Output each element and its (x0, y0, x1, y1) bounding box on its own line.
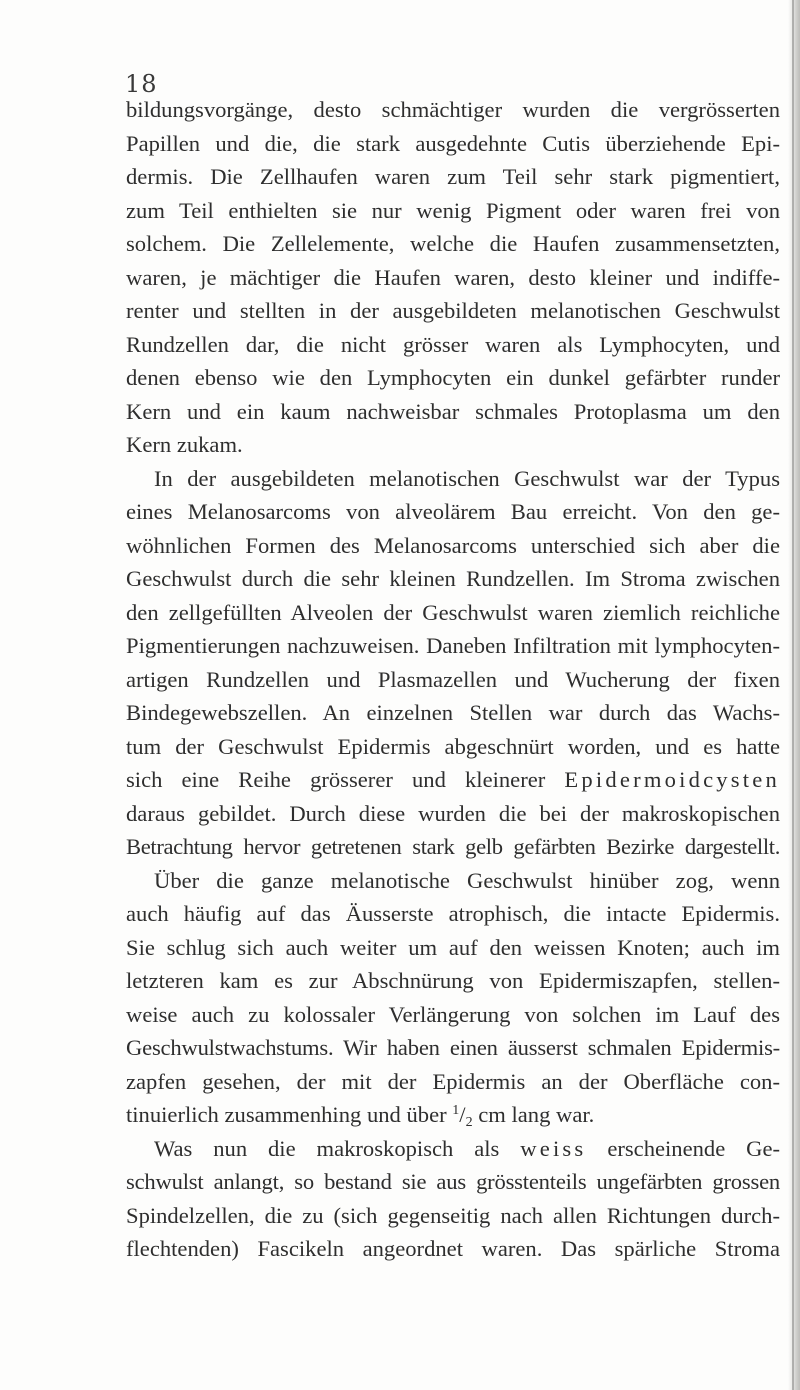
text-line: zum Teil enthielten sie nur wenig Pigment oder waren frei von (126, 197, 780, 223)
text-fragment: erscheinende Ge- (586, 1135, 781, 1161)
text-line: Kern zukam. (126, 432, 243, 457)
text-line: Betrachtung hervor getretenen stark gelb gefärbten Bezirke dargestellt. (126, 834, 780, 859)
text-line: schwulst anlangt, so bestand sie aus grösstenteils ungefärbten grossen (126, 1169, 780, 1194)
fraction-numerator: 1 (452, 1103, 460, 1118)
text-fragment: Was nun die makroskopisch als (154, 1135, 521, 1161)
text-fragment: sich eine Reihe grösserer und kleinerer (126, 767, 565, 792)
text-line: denen ebenso wie den Lymphocyten ein dunkel gefärbter runder (126, 365, 780, 390)
text-line (126, 763, 780, 797)
text-line: waren, je mächtiger die Haufen waren, desto kleiner und indiffe- (126, 264, 780, 290)
text-fragment: tinuierlich zusammenhing und über (126, 1102, 447, 1127)
text-line: weise auch zu kolossaler Verlängerung von solchen im Lauf des (126, 1001, 780, 1027)
text-line: Über die ganze melanotische Geschwulst hinüber zog, wenn (154, 867, 780, 893)
text-line: Papillen und die, die stark ausgedehnte Cutis überziehende Epi- (126, 130, 780, 156)
page-edge-line (792, 0, 794, 1390)
text-line (126, 1132, 780, 1166)
spaced-emphasis: Epidermoidcysten (564, 767, 780, 792)
text-line: bildungsvorgänge, desto schmächtiger wurden die vergrösserten (126, 97, 780, 122)
text-line: Pigmentierungen nachzuweisen. Daneben Infiltration mit lymphocyten- (126, 633, 780, 658)
page-number: 18 (125, 70, 158, 98)
spaced-emphasis: weiss (520, 1135, 587, 1161)
text-line: Bindegewebszellen. An einzelnen Stellen war durch das Wachs- (126, 700, 780, 725)
text-line: renter und stellten in der ausgebildeten melanotischen Geschwulst (126, 298, 780, 323)
text-line: flechtenden) Fascikeln angeordnet waren. Das spärliche Stroma (126, 1236, 780, 1261)
text-line: Geschwulst durch die sehr kleinen Rundzellen. Im Stroma zwischen (126, 566, 780, 591)
text-line: Sie schlug sich auch weiter um auf den weissen Knoten; auch im (126, 934, 780, 960)
text-line: eines Melanosarcoms von alveolärem Bau erreicht. Von den ge- (126, 499, 780, 524)
text-line: solchem. Die Zellelemente, welche die Haufen zusammensetzten, (126, 231, 780, 256)
text-line: Spindelzellen, die zu (sich gegenseitig nach allen Richtungen durch- (126, 1202, 780, 1228)
page-edge-shadow (788, 0, 800, 1390)
text-line: zapfen gesehen, der mit der Epidermis an der Oberfläche con- (126, 1068, 780, 1094)
text-line: auch häufig auf das Äusserste atrophisch, die intacte Epidermis. (126, 901, 780, 926)
text-line: dermis. Die Zellhaufen waren zum Teil sehr stark pigmentiert, (126, 164, 780, 189)
fraction-denominator: 2 (465, 1115, 473, 1130)
text-line (126, 1098, 780, 1132)
text-line: Kern und ein kaum nachweisbar schmales Protoplasma um den (126, 398, 780, 424)
text-line: letzteren kam es zur Abschnürung von Epidermiszapfen, stellen- (126, 968, 780, 993)
text-line: tum der Geschwulst Epidermis abgeschnürt worden, und es hatte (126, 733, 780, 759)
fraction: $^1/_2$ (452, 1102, 473, 1130)
text-line: Rundzellen dar, die nicht grösser waren als Lymphocyten, und (126, 331, 780, 357)
text-line: wöhnlichen Formen des Melanosarcoms unterschied sich aber die (126, 532, 780, 558)
body-text (126, 93, 780, 1266)
text-line: artigen Rundzellen und Plasmazellen und Wucherung der fixen (126, 666, 780, 692)
text-line: daraus gebildet. Durch diese wurden die bei der makroskopischen (126, 800, 780, 826)
text-line: In der ausgebildeten melanotischen Geschwulst war der Typus (154, 465, 780, 491)
text-line: Geschwulstwachstums. Wir haben einen äusserst schmalen Epidermis- (126, 1035, 780, 1060)
text-fragment: cm lang war. (478, 1102, 595, 1127)
text-line: den zellgefüllten Alveolen der Geschwulst waren ziemlich reichliche (126, 599, 780, 625)
